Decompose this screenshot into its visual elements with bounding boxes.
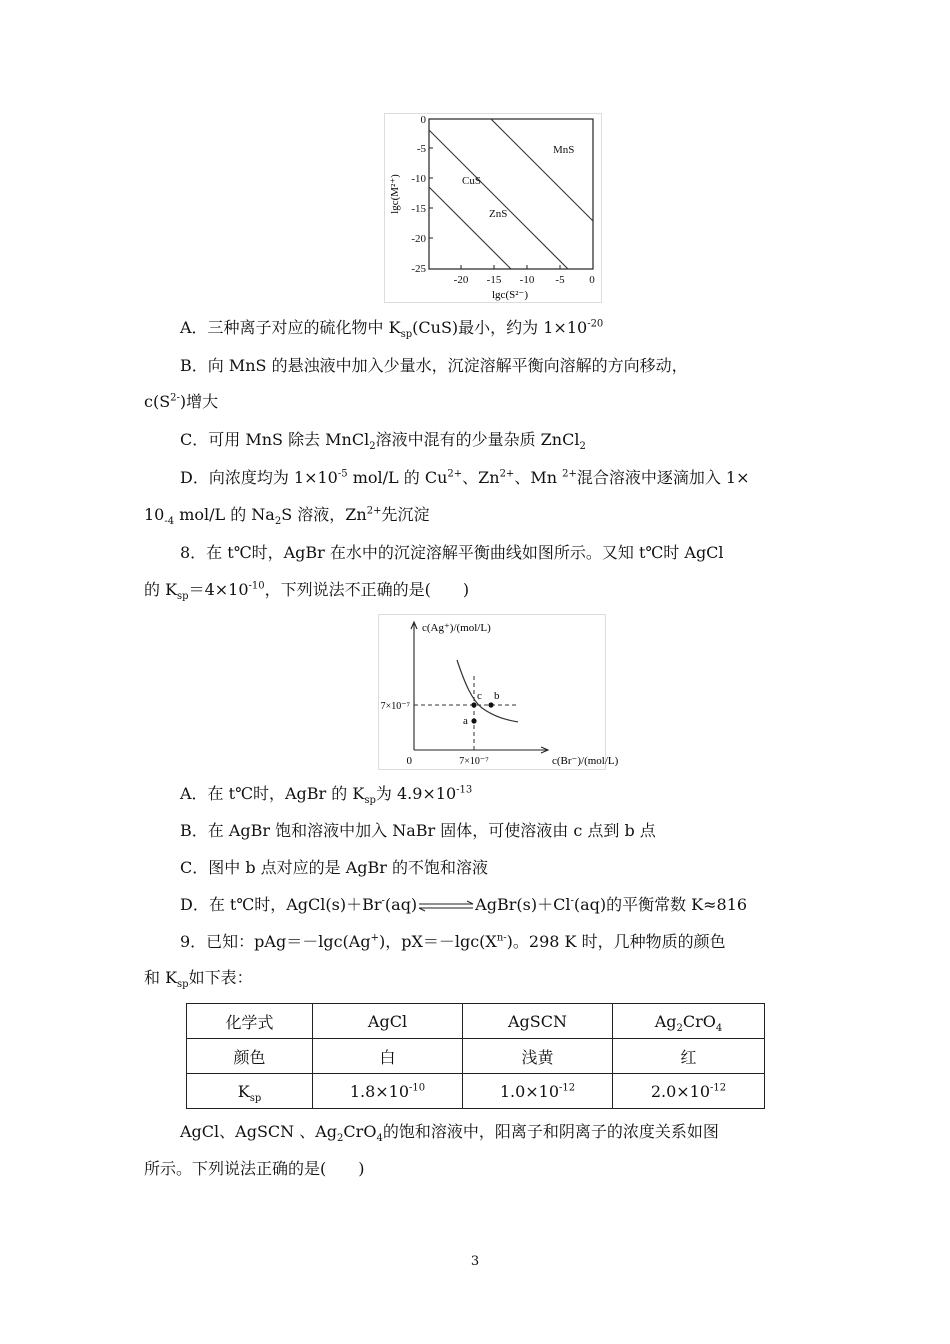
label-b: b <box>494 690 500 702</box>
origin-label: 0 <box>406 755 412 767</box>
y-tick-25: -25 <box>411 263 426 275</box>
plot-frame <box>429 119 593 269</box>
q9-stem-line1: 9．已知：pAg＝－lgc(Ag+)，$pX=-\lg c(X^{n-})$。298 K 时，几种物质的颜色 <box>180 932 726 951</box>
point-a <box>471 718 476 723</box>
label-c: c <box>477 690 482 702</box>
solubility-curve <box>457 660 518 722</box>
header-ag2cro4: $Ag_2CrO_4$ <box>613 1004 765 1039</box>
x-tick-m20: -20 <box>453 274 469 286</box>
color-agscn: 浅黄 <box>463 1039 613 1074</box>
y-tick-5: -5 <box>416 143 426 155</box>
q7-option-c: C．可用 MnS 除去 MnCl$_2$溶液中混有的少量杂质 ZnCl$_2$ <box>180 430 586 453</box>
figure-sulfide-lines <box>384 113 602 303</box>
q8-option-b: B．在 AgBr 饱和溶液中加入 NaBr 固体，可使溶液由 c 点到 b 点 <box>180 821 656 840</box>
agbr-chart <box>378 614 619 770</box>
q8-stem-line2: 的 $K_{sp}=4\times 10^{-10}$，下列说法不正确的是( ) <box>144 580 470 603</box>
page-number: 3 <box>470 1254 480 1269</box>
figure-agbr-curve <box>378 614 619 770</box>
q7-option-b-line1: B．向 MnS 的悬浊液中加入少量水，沉淀溶解平衡向溶解的方向移动， <box>180 356 688 375</box>
x-axis-label: c(Br⁻)/(mol/L) <box>552 755 619 767</box>
x-tick-0: 0 <box>589 274 595 286</box>
q9-after-line1: AgCl、AgSCN 、$Ag_2CrO_4$的饱和溶液中，阳离子和阴离子的浓度关系如图 <box>180 1122 719 1145</box>
q8-stem-line1: 8．在 t℃时，AgBr 在水中的沉淀溶解平衡曲线如图所示。又知 t℃时 AgCl <box>180 543 724 562</box>
y-axis-label: lgc(M²⁺) <box>389 174 401 214</box>
row-color-label: 颜色 <box>187 1039 313 1074</box>
color-agcl: 白 <box>313 1039 463 1074</box>
ksp-table <box>186 1003 765 1109</box>
header-agscn: AgSCN <box>463 1004 613 1039</box>
table-row <box>187 1039 765 1074</box>
point-b <box>488 702 493 707</box>
y-tick-label: 7×10⁻⁷ <box>380 701 410 712</box>
y-tick-20: -20 <box>411 233 426 245</box>
q7-option-d-line1: D．向浓度均为 $1\times 10^{-5}$ mol/L 的 $Cu^{2+}$、$Zn^{2+}$、Mn $^{2+}$混合溶液中逐滴加入 1× <box>180 468 750 487</box>
ksp-ag2cro4: $2.0\times 10^{-12}$ <box>613 1074 765 1109</box>
header-agcl: AgCl <box>313 1004 463 1039</box>
q7-option-d-line2: $10_{-4}$ mol/L 的 $Na_2S$ 溶液，$Zn^{2+}$先沉淀 <box>144 505 430 528</box>
zns-label: ZnS <box>489 208 508 220</box>
x-tick-m10: -10 <box>519 274 535 286</box>
x-axis-label: lgc(S²⁻) <box>492 289 528 301</box>
y-tick-0: 0 <box>420 114 426 126</box>
row-ksp-label: $K_{sp}$ <box>187 1074 313 1109</box>
q8-option-c: C．图中 b 点对应的是 AgBr 的不饱和溶液 <box>180 858 489 877</box>
q9-stem-line2: 和 $K_{sp}$如下表： <box>144 968 253 991</box>
label-a: a <box>463 715 468 727</box>
color-ag2cro4: 红 <box>613 1039 765 1074</box>
y-axis-label: c(Ag⁺)/(mol/L) <box>422 622 491 634</box>
mns-line <box>491 119 593 221</box>
x-tick-label: 7×10⁻⁷ <box>459 756 489 767</box>
ksp-agscn: $1.0\times 10^{-12}$ <box>463 1074 613 1109</box>
table-row <box>187 1004 765 1039</box>
y-tick-10: -10 <box>411 173 426 185</box>
x-tick-m15: -15 <box>486 274 502 286</box>
equilibrium-arrow-icon <box>417 900 475 912</box>
mns-label: MnS <box>553 144 575 156</box>
q9-after-line2: 所示。下列说法正确的是( ) <box>144 1159 365 1178</box>
q8-option-a: A．在 t℃时，AgBr 的 $K_{sp}$为 $4.9\times 10^{-13}$ <box>180 784 473 807</box>
x-tick-m5: -5 <box>555 274 565 286</box>
y-tick-15: -15 <box>411 203 426 215</box>
q8-option-d: D．在 t℃时，AgCl(s)＋Br-(aq) AgBr(s)＋Cl-(aq)的平衡常数 K≈816 <box>180 895 748 914</box>
cus-label: CuS <box>462 175 481 187</box>
sulfide-chart <box>384 113 602 303</box>
table-row <box>187 1074 765 1109</box>
q7-option-a: A．三种离子对应的硫化物中 $K_{sp}(CuS)$最小，约为 $1\times 10^{-20}$ <box>180 318 604 341</box>
q7-option-b-line2: $c(S^{2-})$增大 <box>144 392 219 411</box>
zns-line <box>429 130 568 269</box>
ksp-agcl: $1.8\times 10^{-10}$ <box>313 1074 463 1109</box>
point-c <box>471 702 476 707</box>
header-formula: 化学式 <box>187 1004 313 1039</box>
